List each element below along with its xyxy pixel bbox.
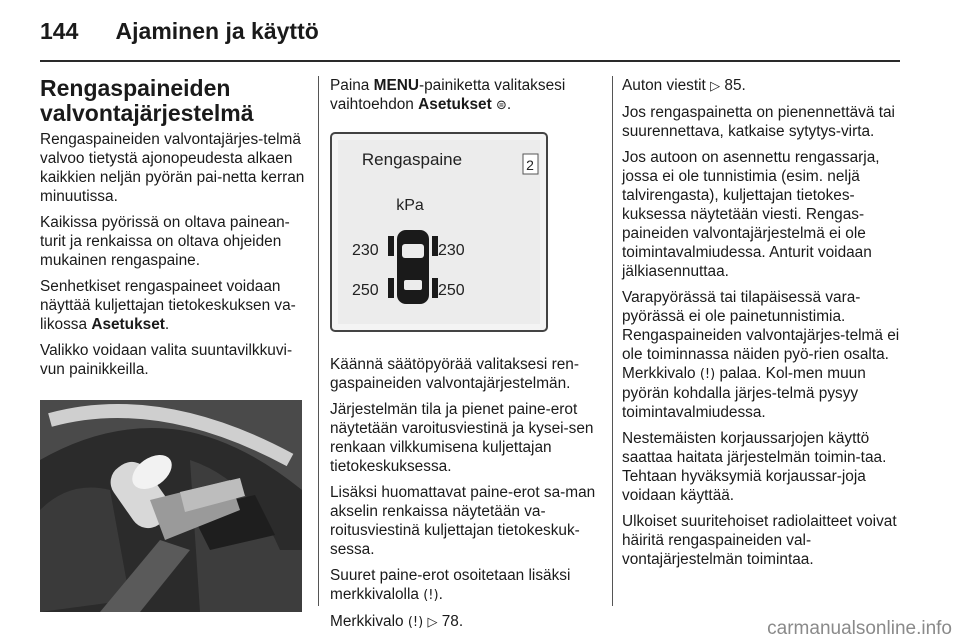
tire-pressure-display [330, 132, 548, 332]
turn-signal-stalk-photo [40, 400, 302, 612]
menu-name-settings: Asetukset [418, 96, 492, 113]
paragraph: Kaikissa pyörissä on oltava painean-turit ja renkaissa on oltava ohjeiden mukainen rengaspaine. [40, 214, 290, 269]
page-number: 144 [40, 18, 79, 44]
pressure-front-right: 230 [438, 242, 465, 259]
tpms-warning-icon: (!) [699, 367, 716, 382]
paragraph: Auton viestit ▷ 85. [622, 77, 746, 94]
paragraph: Käännä säätöpyörää valitaksesi ren-gaspaineiden valvontajärjestelmän. [330, 356, 579, 392]
paragraph: Jos rengaspainetta on pienennettävä tai suurennettava, katkaise sytytys-virta. [622, 104, 895, 140]
paragraph: Valikko voidaan valita suuntavilkkuvi-vun painikkeilla. [40, 342, 293, 378]
tpms-warning-icon: (!) [423, 588, 439, 603]
paragraph: Ulkoiset suuritehoiset radiolaitteet voivat häiritä rengaspaineiden val-vontajärjestelmän toimintaa. [622, 513, 897, 568]
paragraph: Nestemäisten korjaussarjojen käyttö saattaa haitata järjestelmän toimin-taa. Tehtaan hyväksymiä korjaussar-joja voidaan käyttää. [622, 430, 887, 504]
paragraph: Jos autoon on asennettu rengassarja, jossa ei ole tunnistimia (esim. neljä talvirengasta), kuljettajan tietokes-kuksessa näytetään viesti. Rengas-paineiden valvontajärjestelmä ei ole toimintavalmiudessa. Anturit voidaan jälkiasennuttaa. [622, 149, 880, 280]
pressure-rear-left: 250 [352, 282, 379, 299]
column-divider [612, 76, 613, 606]
paragraph: Senhetkiset rengaspaineet voidaan näyttää kuljettajan tietokeskuksen va-likossa Asetukset. [40, 278, 296, 333]
paragraph: Paina MENU-painiketta valitaksesi vaihtoehdon Asetukset ⊜. [330, 77, 566, 113]
pressure-front-left: 230 [352, 242, 379, 259]
menu-name-settings: Asetukset [91, 316, 165, 333]
tpms-warning-icon: (!) [407, 615, 424, 630]
paragraph: Suuret paine-erot osoitetaan lisäksi merkkivalolla (!). [330, 567, 571, 603]
column-left [40, 76, 305, 617]
section-title: Rengaspaineiden valvontajärjestelmä [40, 75, 254, 126]
paragraph: Varapyörässä tai tilapäisessä vara-pyörässä ei ole painetunnistimia. Rengaspaineiden valvontajärjes-telmä ei ole toiminnassa näiden pyö-rien osalta. Merkkivalo (!) palaa. Kol-men muun pyörän kohdalla järjes-telmä pysyy toimintavalmiudessa. [622, 289, 900, 421]
chapter-title: Ajaminen ja käyttö [115, 18, 319, 44]
column-divider [318, 76, 319, 606]
paragraph: Lisäksi huomattavat paine-erot sa-man akselin renkaissa näytetään va-roitusviestinä kuljettajan tietokeskuk-sessa. [330, 484, 596, 558]
reference-arrow-icon: ▷ [710, 79, 721, 94]
watermark: carmanualsonline.info [767, 618, 952, 639]
paragraph: Järjestelmän tila ja pienet paine-erot näytetään varoitusviestinä ja kysei-sen renkaan vilkkumisena kuljettajan tietokeskuksessa. [330, 401, 594, 475]
paragraph: Rengaspaineiden valvontajärjes-telmä valvoo tietystä ajonopeudesta alkaen kaikkien neljän pyörän pai-netta kerran minuutissa. [40, 131, 305, 205]
column-right [622, 76, 907, 576]
pressure-unit: kPa [396, 197, 424, 214]
header-rule [40, 60, 900, 62]
menu-button-label: MENU [373, 77, 419, 94]
pressure-rear-right: 250 [438, 282, 465, 299]
column-middle [330, 76, 600, 639]
reference-arrow-icon: ▷ [427, 615, 438, 630]
page-header [40, 18, 319, 45]
paragraph: Merkkivalo (!) ▷ 78. [330, 613, 464, 630]
display-title: Rengaspaine [361, 150, 463, 169]
car-icon: ⊜ [496, 98, 507, 113]
display-page-number: 2 [526, 157, 534, 173]
